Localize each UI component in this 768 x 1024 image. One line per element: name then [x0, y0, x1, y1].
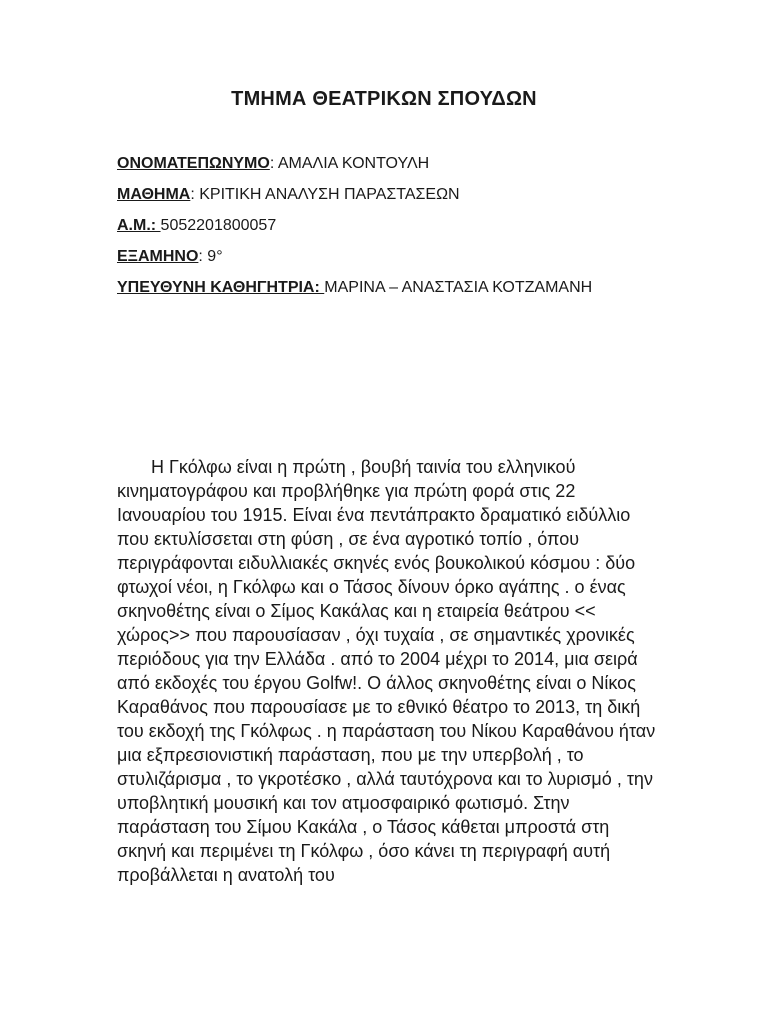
name-separator: : — [269, 155, 278, 172]
supervisor-field — [117, 278, 657, 298]
name-value: ΑΜΑΛΙΑ ΚΟΝΤΟΥΛΗ — [277, 155, 430, 172]
course-value: ΚΡΙΤΙΚΗ ΑΝΑΛΥΣΗ ΠΑΡΑΣΤΑΣΕΩΝ — [199, 186, 460, 203]
body-paragraph — [117, 455, 657, 887]
semester-field — [117, 247, 657, 267]
page-title: ΤΜΗΜΑ ΘΕΑΤΡΙΚΩΝ ΣΠΟΥΔΩΝ — [231, 88, 537, 110]
student-id-value: 5052201800057 — [160, 217, 277, 234]
student-id-field — [117, 216, 657, 236]
name-label: ΟΝΟΜΑΤΕΠΩΝΥΜΟ — [117, 155, 270, 172]
supervisor-label: ΥΠΕΥΘΥΝΗ ΚΑΘΗΓΗΤΡΙΑ: — [117, 279, 325, 296]
course-field — [117, 185, 657, 205]
body-text: Η Γκόλφω είναι η πρώτη , βουβή ταινία του ελληνικού κινηματογράφου και προβλήθηκε για πρώτη φορά στις 22 Ιανουαρίου του 1915. Είναι ένα πεντάπρακτο δραματικό ειδύλλιο που εκτυλίσσεται στη φύση , σε ένα αγροτικό τοπίο , όπου περιγράφονται ειδυλλιακές σκηνές ενός βουκολικού κόσμου : δύο φτωχοί νέοι, η Γκόλφω και ο Τάσος δίνουν όρκο αγάπης . ο ένας σκηνοθέτης είναι ο Σίμος Κακάλας και η εταιρεία θεάτρου << χώρος>> που παρουσίασαν , όχι τυχαία , σε σημαντικές χρονικές περιόδους για την Ελλάδα . από το 2004 μέχρι το 2014, μια σειρά από εκδοχές του έργου Golfw!. Ο άλλος σκηνοθέτης είναι ο Νίκος Καραθάνος που παρουσίασε με το εθνικό θέατρο το 2013, τη δική του εκδοχή της Γκόλφως . η παράσταση του Νίκου Καραθάνου ήταν μια εξπρεσιονιστική παράσταση, που με την υπερβολή , το στυλιζάρισμα , το γκροτέσκο , αλλά ταυτόχρονα και το λυρισμό , την υποβλητική μουσική και τον ατμοσφαιρικό φωτισμό. Στην παράσταση του Σίμου Κακάλα , ο Τάσος κάθεται μπροστά στη σκηνή και περιμένει τη Γκόλφω , όσο κάνει τη περιγραφή αυτή προβάλλεται η ανατολή του — [117, 457, 656, 885]
student-id-label: Α.Μ.: — [117, 217, 161, 234]
course-separator: : — [190, 186, 200, 203]
supervisor-value: ΜΑΡΙΝΑ – ΑΝΑΣΤΑΣΙΑ ΚΟΤΖΑΜΑΝΗ — [324, 279, 593, 296]
header-fields — [117, 154, 657, 309]
course-label: ΜΑΘΗΜΑ — [117, 186, 191, 203]
name-field — [117, 154, 657, 174]
semester-label: ΕΞΑΜΗΝΟ — [117, 248, 199, 265]
semester-value: 9° — [207, 248, 223, 265]
semester-separator: : — [198, 248, 208, 265]
